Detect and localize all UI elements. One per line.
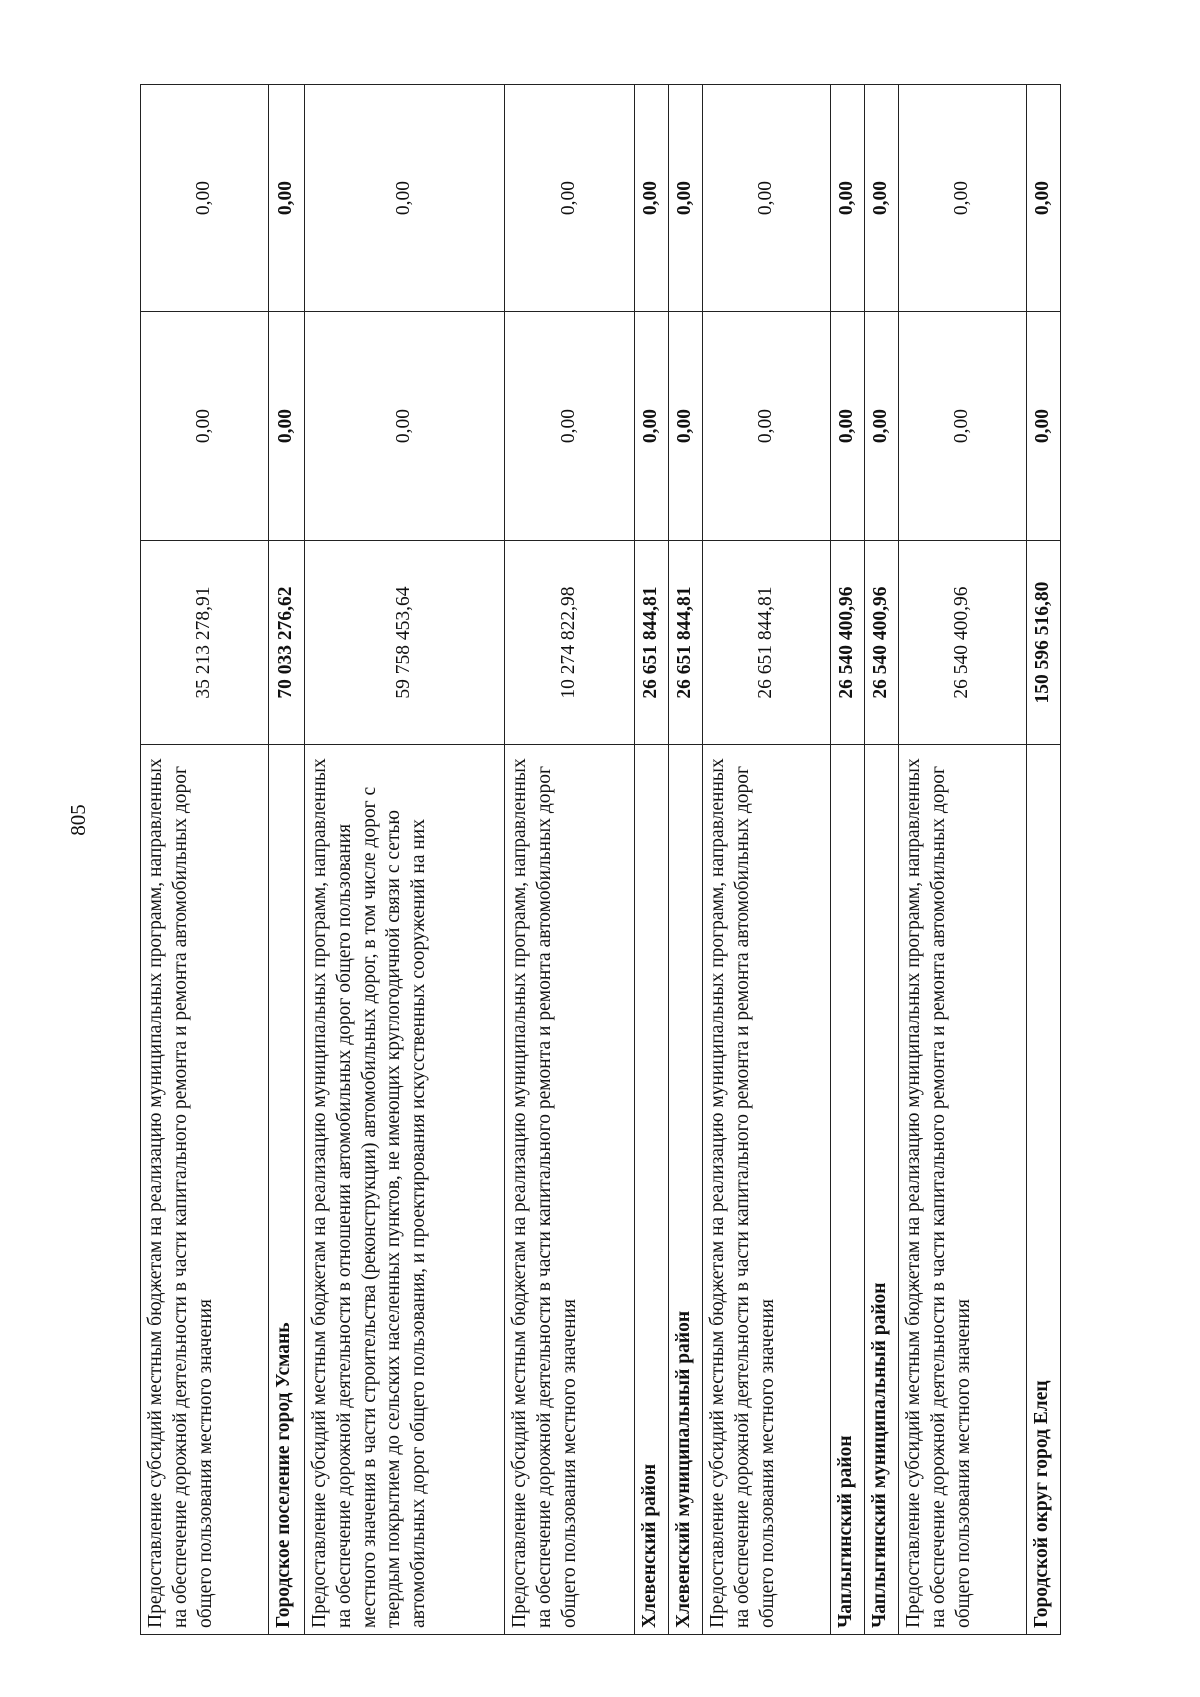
row-amount: 35 213 278,91 [141,541,269,745]
row-amount: 26 540 400,96 [865,541,899,745]
row-amount-3: 0,00 [703,85,831,312]
table-row-total [1027,85,1061,1635]
row-amount-2: 0,00 [899,312,1027,541]
row-amount-3: 0,00 [899,85,1027,312]
row-amount-2: 0,00 [269,312,305,541]
row-amount-3: 0,00 [635,85,669,312]
row-amount-3: 0,00 [865,85,899,312]
row-amount: 26 540 400,96 [831,541,865,745]
row-description: Городское поселение город Усмань [269,745,305,1635]
row-amount: 150 596 516,80 [1027,541,1061,745]
table-row [141,85,269,1635]
table-row-total [865,85,899,1635]
row-description: Хлевенский муниципальный район [669,745,703,1635]
table-row-total [669,85,703,1635]
row-amount-2: 0,00 [831,312,865,541]
row-amount: 26 651 844,81 [669,541,703,745]
budget-table-container [140,85,1060,1635]
row-amount-2: 0,00 [669,312,703,541]
row-description: Чаплыгинский район [831,745,865,1635]
row-amount: 26 651 844,81 [635,541,669,745]
row-amount-3: 0,00 [141,85,269,312]
page-number: 805 [65,804,90,836]
row-description: Хлевенский район [635,745,669,1635]
row-amount-2: 0,00 [703,312,831,541]
row-description: Предоставление субсидий местным бюджетам на реализацию муниципальных программ, направленных на обеспечение дорожной деятельности в части капитального ремонта и ремонта автомобильных дорог общего пользования местного значения [141,745,269,1635]
row-amount-3: 0,00 [669,85,703,312]
table-row [703,85,831,1635]
row-amount: 10 274 822,98 [505,541,635,745]
row-amount-2: 0,00 [635,312,669,541]
row-amount: 26 540 400,96 [899,541,1027,745]
table-row [899,85,1027,1635]
row-description: Чаплыгинский муниципальный район [865,745,899,1635]
row-amount: 70 033 276,62 [269,541,305,745]
row-amount-2: 0,00 [305,312,505,541]
table-row [505,85,635,1635]
table-row-total [635,85,669,1635]
row-amount-3: 0,00 [505,85,635,312]
row-description: Городской округ город Елец [1027,745,1061,1635]
row-amount-2: 0,00 [1027,312,1061,541]
row-amount-3: 0,00 [1027,85,1061,312]
row-description: Предоставление субсидий местным бюджетам на реализацию муниципальных программ, направленных на обеспечение дорожной деятельности в части капитального ремонта и ремонта автомобильных дорог общего пользования местного значения [899,745,1027,1635]
row-description: Предоставление субсидий местным бюджетам на реализацию муниципальных программ, направленных на обеспечение дорожной деятельности в части капитального ремонта и ремонта автомобильных дорог общего пользования местного значения [505,745,635,1635]
row-amount-3: 0,00 [831,85,865,312]
budget-table-rotated [140,85,1060,1635]
row-description: Предоставление субсидий местным бюджетам на реализацию муниципальных программ, направленных на обеспечение дорожной деятельности в отношении автомобильных дорог общего пользования местного значения в части строительства (реконструкции) автомобильных дорог, в том числе дорог с твердым покрытием до сельских населенных пунктов, не имеющих круглогодичной связи с сетью автомобильных дорог общего пользования, и проектирования искусственных сооружений на них [305,745,505,1635]
row-amount-2: 0,00 [865,312,899,541]
row-amount: 26 651 844,81 [703,541,831,745]
row-amount: 59 758 453,64 [305,541,505,745]
row-amount-3: 0,00 [305,85,505,312]
row-amount-3: 0,00 [269,85,305,312]
row-amount-2: 0,00 [141,312,269,541]
table-row [305,85,505,1635]
row-amount-2: 0,00 [505,312,635,541]
row-description: Предоставление субсидий местным бюджетам на реализацию муниципальных программ, направленных на обеспечение дорожной деятельности в части капитального ремонта и ремонта автомобильных дорог общего пользования местного значения [703,745,831,1635]
table-row-total [831,85,865,1635]
budget-table [140,84,1061,1635]
table-row-total [269,85,305,1635]
